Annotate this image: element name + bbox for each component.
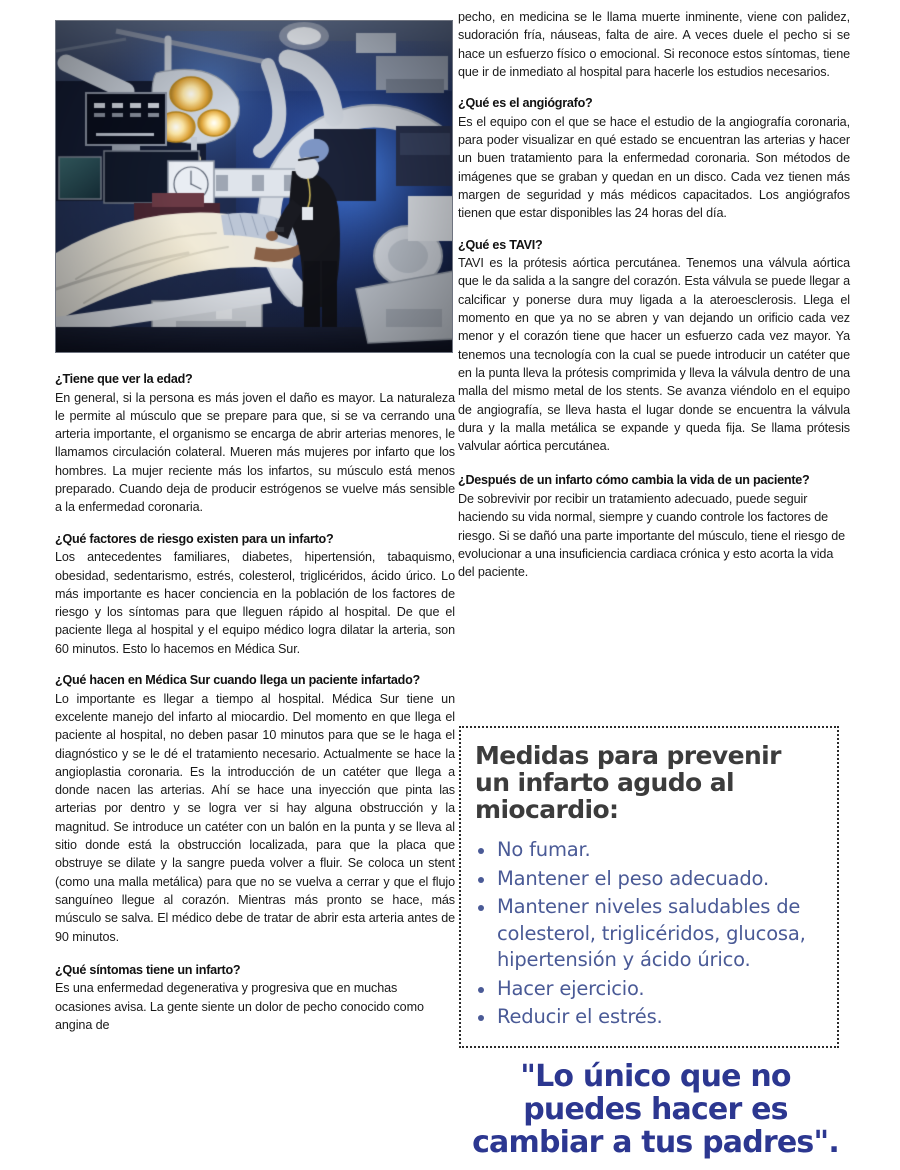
prevention-list-item-label: Hacer ejercicio. <box>497 976 645 1000</box>
prevention-list-item <box>475 837 821 864</box>
answer-text: De sobrevivir por recibir un tratamiento adecuado, puede seguir haciendo su vida normal, siempre y cuando controle los factores de riesgo. Si se dañó una parte importante del músculo, tiene el riesgo de evolucionar a una insuficiencia cardiaca crónica y esto acorta la vida del paciente. <box>458 492 846 580</box>
prevention-measures-box <box>459 726 839 1048</box>
answer-text: Es una enfermedad degenerativa y progresiva que en muchas ocasiones avisa. La gente siente un dolor de pecho conocido como angina de <box>55 981 424 1032</box>
prevention-list-item-label: Mantener niveles saludables de colesterol, triglicéridos, glucosa, hipertensión y ácido úrico. <box>497 895 806 971</box>
section-factores-riesgo <box>55 531 455 658</box>
photo-canvas <box>56 21 453 353</box>
prevention-list-item <box>475 976 821 1003</box>
prevention-measures-list <box>475 837 821 1031</box>
question-heading: ¿Qué hacen en Médica Sur cuando llega un paciente infartado? <box>55 673 420 688</box>
continuation-text: pecho, en medicina se le llama muerte inminente, viene con palidez, sudoración fría, náuseas, falta de aire. A veces duele el pecho si se hace un esfuerzo físico o emocional. Si reconoce estos síntomas, tiene que ir de inmediato al hospital para hacerle los estudios necesarios. <box>458 10 850 79</box>
answer-text: Lo importante es llegar a tiempo al hospital. Médica Sur tiene un excelente manejo del infarto al miocardio. Del momento en que llega el paciente al hospital, no deben pasar 10 minutos para que se le haga el diagnóstico y se le dé el tratamiento necesario. Actualmente se hace la angioplastia coronaria. Es la introducción de un catéter que llega a donde nacen las arterias. Ahí se hace una inyección que pinta las arterias por dentro y se logra ver si hay alguna obstrucción y la magnitud. Se introduce un catéter con un balón en la punta y se lleva al sitio donde está la obstrucción localizada, para que la placa que obstruye se dilate y la sangre pueda volver a fluir. Se coloca un stent (como una malla metálica) para que no se vuelva a cerrar y que el flujo sanguíneo llegue al corazón. Mientras más pronto se hace, más músculo se salva. El médico debe de tratar de abrir esta arteria antes de 90 minutos. <box>55 691 455 944</box>
prevention-list-item <box>475 1004 821 1031</box>
answer-text: Los antecedentes familiares, diabetes, hipertensión, tabaquismo, obesidad, sedentarismo, estrés, colesterol, triglicéridos, ácido úrico. Lo más importante es hacer conciencia en la población de los factores de riesgo y los síntomas para que lleguen rápido al hospital. De que el paciente llega al hospital y el equipo médico logra dilatar la arteria, son 60 minutos. Esto lo hacemos en Médica Sur. <box>55 550 455 656</box>
section-sintomas <box>55 962 455 1034</box>
answer-text: TAVI es la prótesis aórtica percutánea. Tenemos una válvula aórtica que le da salida a la sangre del corazón. Esta válvula se puede llegar a calcificar y ponerse dura muy ligada a la ateroesclerosis. Llega el momento en que ya no se abren y van dejando un orificio cada vez menor y el corazón tiene que hacer un esfuerzo cada vez mayor. Ya tenemos una tecnología con la cual se puede introducir un catéter que en la punta lleva la prótesis comprimida y lleva la válvula dentro de una malla del mismo metal de los stents. Se avanza viéndolo en el equipo de angiografía, se lleva hasta el lugar donde se encuentra la válvula dura y la malla metálica se expande y queda fija. Se llama prótesis valvular aórtica percutánea. <box>458 256 850 454</box>
section-tavi <box>458 237 850 456</box>
prevention-list-item <box>475 894 821 974</box>
answer-text: En general, si la persona es más joven el daño es mayor. La naturaleza le permite al músculo que se prepare para que, si se va cerrando una arteria importante, el organismo se encarga de abrir arterias menores, le llamamos circulación colateral. Mueren más mujeres por infarto que los hombres. La mujer reciente más los infartos, su músculo está menos preparado. Cuando deja de producir estrógenos se vuelve más sensible a la enfermedad coronaria. <box>55 390 455 515</box>
question-heading: ¿Después de un infarto cómo cambia la vida de un paciente? <box>458 473 810 488</box>
section-despues-infarto <box>458 472 850 581</box>
right-column <box>458 8 850 1158</box>
bullet-icon <box>478 905 484 911</box>
question-heading: ¿Tiene que ver la edad? <box>55 372 193 386</box>
left-column <box>55 20 455 1155</box>
prevention-box-title: Medidas para prevenir un infarto agudo al miocardio: <box>475 741 781 824</box>
question-heading: ¿Qué factores de riesgo existen para un infarto? <box>55 531 334 546</box>
prevention-list-item-label: Mantener el peso adecuado. <box>497 866 769 890</box>
closing-quote: "Lo único que no puedes hacer es cambiar a tus padres". <box>472 1059 839 1160</box>
prevention-list-item-label: Reducir el estrés. <box>497 1005 663 1028</box>
prevention-list-item-label: No fumar. <box>497 838 591 861</box>
angiography-room-photo <box>55 20 453 353</box>
bullet-icon <box>478 987 484 993</box>
question-heading: ¿Qué es TAVI? <box>458 237 543 252</box>
section-edad <box>55 371 455 517</box>
section-medica-sur <box>55 672 455 946</box>
bullet-icon <box>478 1015 484 1021</box>
prevention-list-item <box>475 866 821 893</box>
question-heading: ¿Qué síntomas tiene un infarto? <box>55 962 241 977</box>
answer-text: Es el equipo con el que se hace el estudio de la angiografía coronaria, para poder visualizar en qué estado se encuentran las arterias y hacer un buen tratamiento para la enfermedad coronaria. Son métodos de imágenes que se graban y quedan en un disco. Cada vez tienen más margen de seguridad y más médicos capacitados. Los angiógrafos tienen que estar disponibles las 24 horas del día. <box>458 114 850 221</box>
section-angiografo <box>458 95 850 222</box>
bullet-icon <box>478 848 484 854</box>
bullet-icon <box>478 877 484 883</box>
question-heading: ¿Qué es el angiógrafo? <box>458 96 593 111</box>
